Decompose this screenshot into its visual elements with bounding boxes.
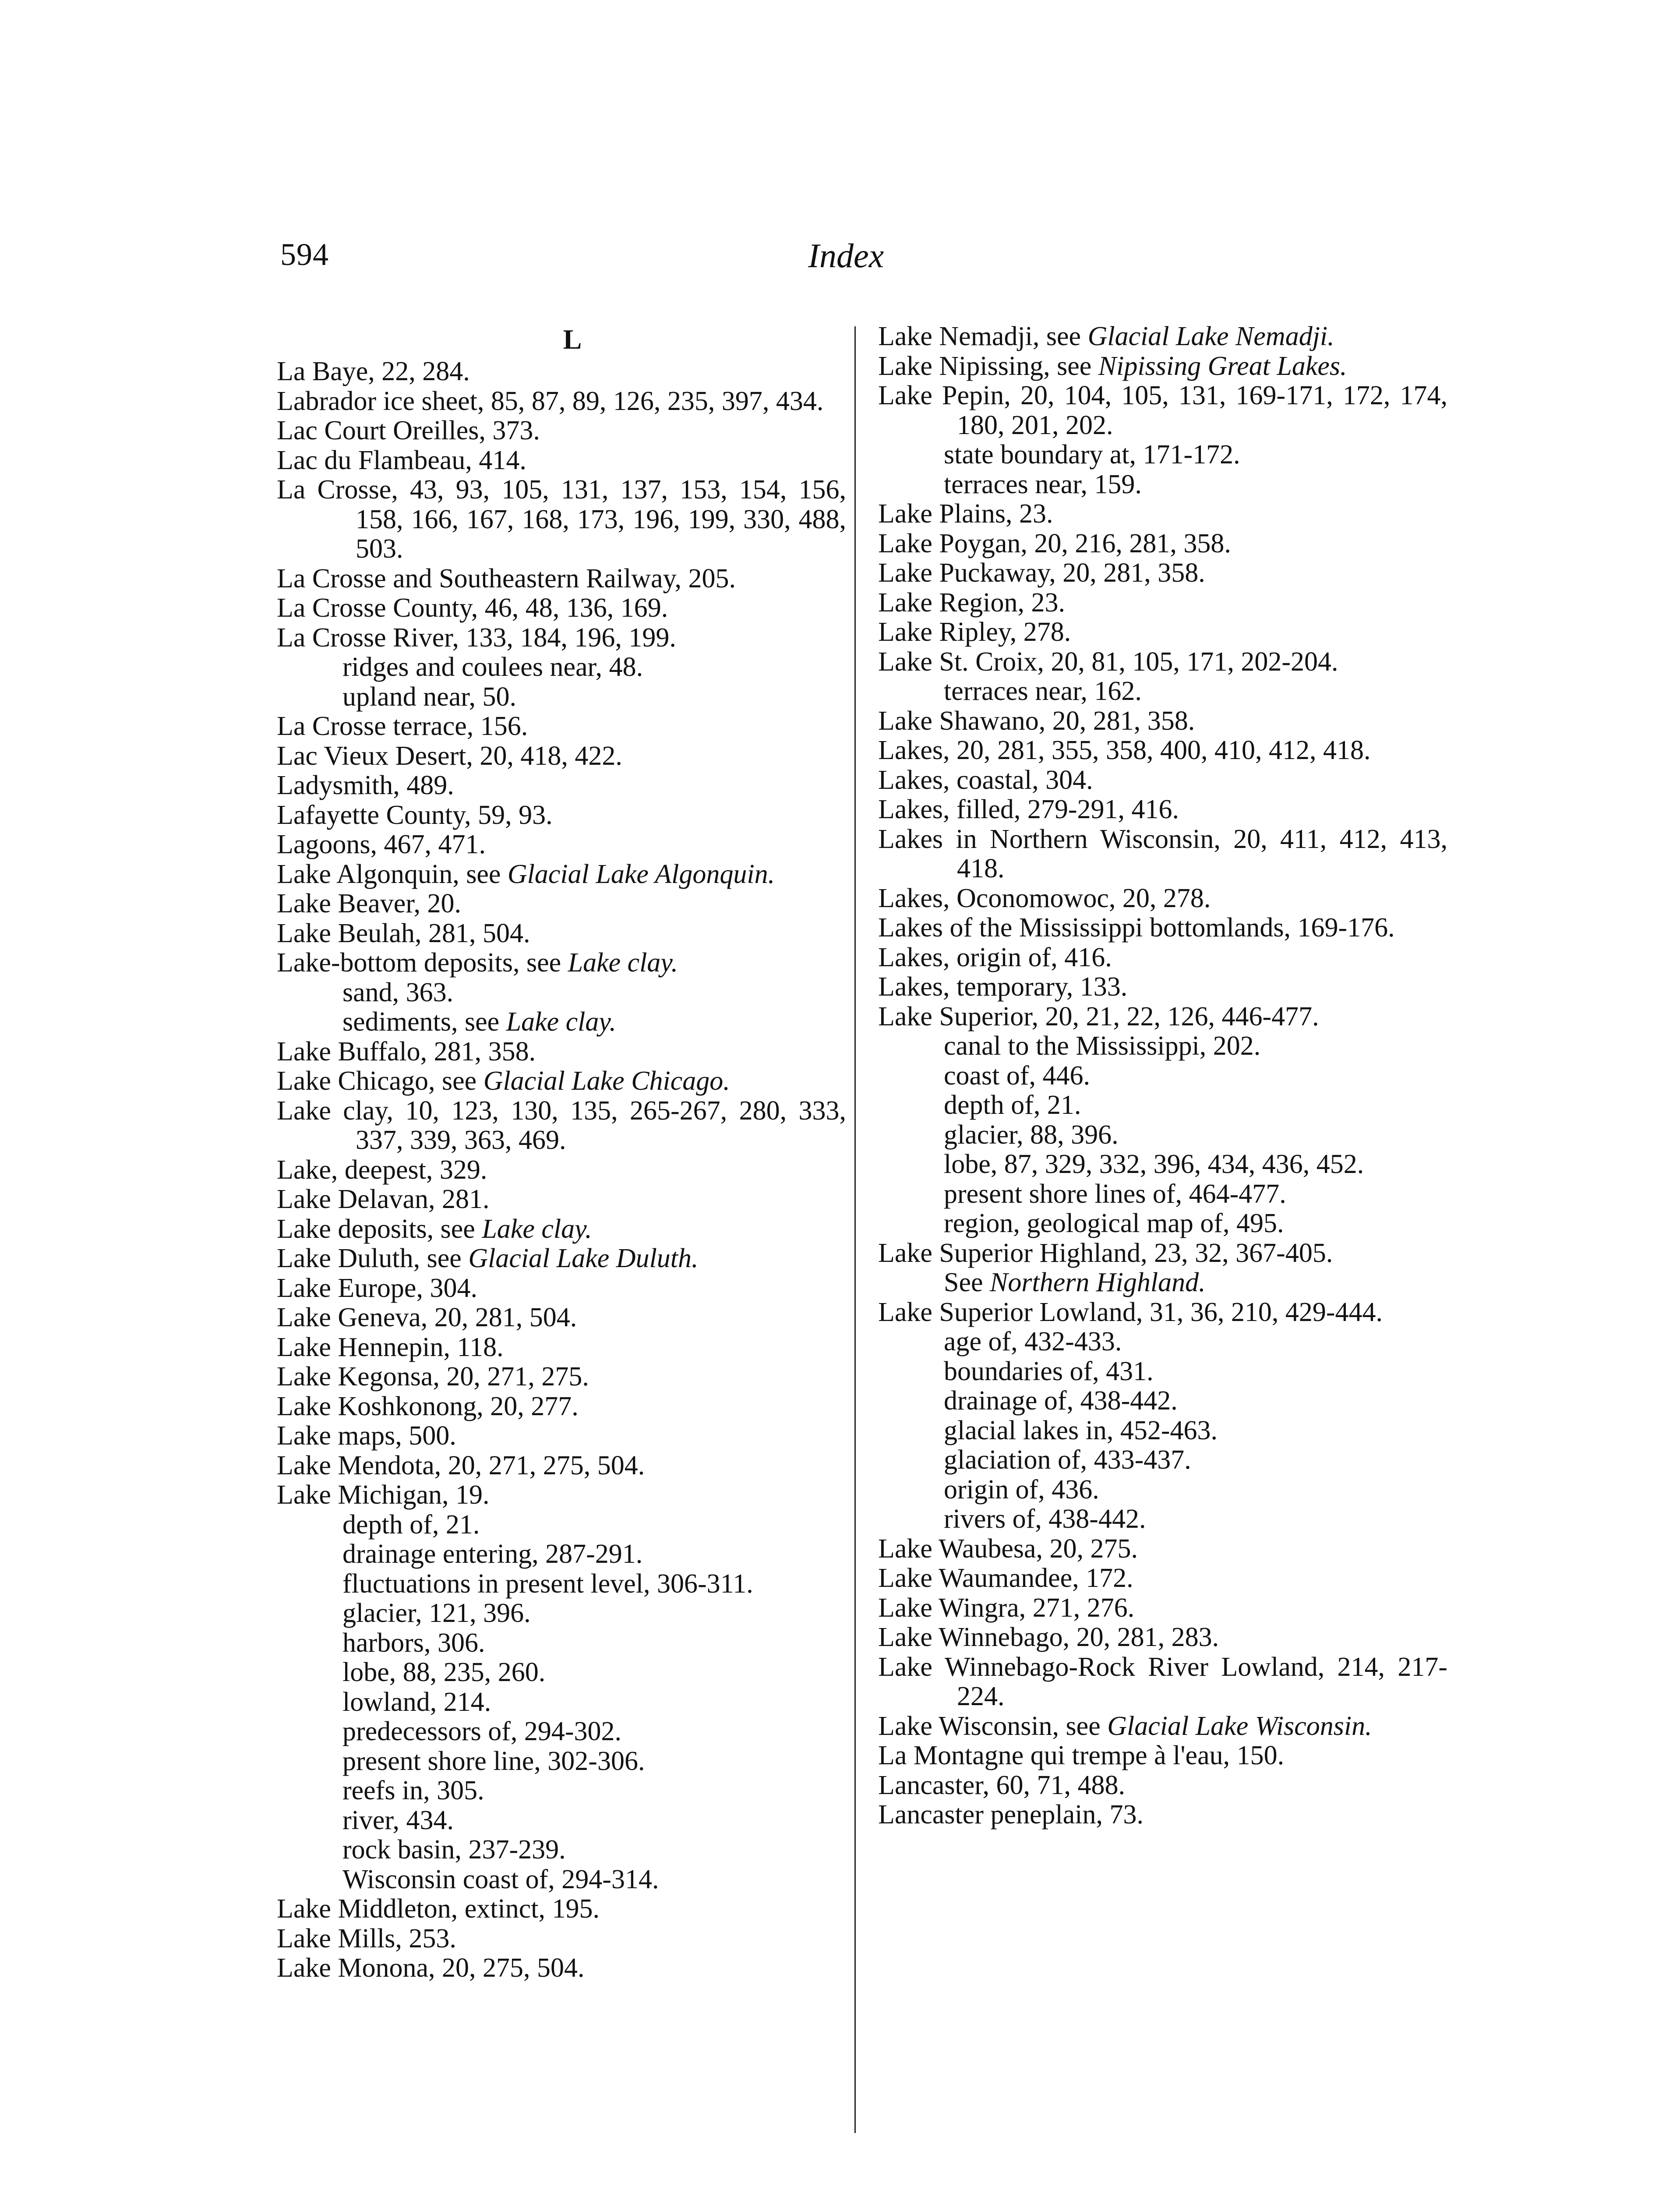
entry-text: Lake Geneva, 20, 281, 504. bbox=[277, 1303, 577, 1332]
index-subentry bbox=[878, 1445, 1447, 1475]
index-entry bbox=[277, 1924, 846, 1954]
entry-text: Lac du Flambeau, 414. bbox=[277, 445, 526, 475]
index-entry bbox=[878, 618, 1447, 647]
entry-text: depth of, 21. bbox=[944, 1090, 1081, 1120]
entry-text: Lake Waubesa, 20, 275. bbox=[878, 1533, 1138, 1564]
index-subentry bbox=[277, 653, 846, 682]
index-entry bbox=[878, 913, 1447, 943]
entry-text: Lakes of the Mississippi bottomlands, 169-176. bbox=[878, 913, 1395, 943]
entry-text: Lake Delavan, 281. bbox=[277, 1184, 490, 1214]
entry-text: Lake maps, 500. bbox=[277, 1421, 456, 1451]
entry-text: Lake St. Croix, 20, 81, 105, 171, 202-204. bbox=[878, 646, 1338, 677]
left-entries-list bbox=[277, 357, 846, 1983]
index-subentry bbox=[277, 1717, 846, 1747]
entry-text: La Crosse County, 46, 48, 136, 169. bbox=[277, 593, 668, 623]
index-entry bbox=[277, 623, 846, 653]
entry-text: Lake Puckaway, 20, 281, 358. bbox=[878, 558, 1205, 588]
index-entry bbox=[878, 972, 1447, 1002]
entry-text: Lake Ripley, 278. bbox=[878, 617, 1071, 647]
entry-text: Lake Hennepin, 118. bbox=[277, 1332, 504, 1362]
entry-text: Lake Koshkonong, 20, 277. bbox=[277, 1391, 579, 1421]
index-entry bbox=[277, 1155, 846, 1185]
entry-text: Lake Waumandee, 172. bbox=[878, 1563, 1133, 1593]
index-subentry bbox=[878, 1416, 1447, 1446]
index-subentry bbox=[878, 1357, 1447, 1387]
entry-text: harbors, 306. bbox=[342, 1628, 485, 1658]
entry-text: Lake, deepest, 329. bbox=[277, 1155, 487, 1185]
index-entry bbox=[878, 706, 1447, 736]
index-entry bbox=[277, 712, 846, 742]
entry-text: Lake Michigan, 19. bbox=[277, 1480, 490, 1510]
entry-text: Lake Mills, 253. bbox=[277, 1923, 456, 1953]
index-entry bbox=[878, 499, 1447, 529]
entry-text: sediments, see bbox=[342, 1007, 506, 1037]
entry-text: La Crosse and Southeastern Railway, 205. bbox=[277, 563, 736, 593]
entry-text: Lakes, coastal, 304. bbox=[878, 765, 1093, 795]
index-entry bbox=[277, 357, 846, 387]
entry-text: Lake Wingra, 271, 276. bbox=[878, 1593, 1135, 1623]
index-subentry bbox=[277, 1599, 846, 1628]
cross-reference: Glacial Lake Wisconsin. bbox=[1107, 1711, 1372, 1741]
index-entry bbox=[878, 352, 1447, 381]
index-entry bbox=[277, 1067, 846, 1096]
entry-text: predecessors of, 294-302. bbox=[342, 1717, 622, 1746]
entry-text: depth of, 21. bbox=[342, 1509, 480, 1540]
entry-text: Lake Region, 23. bbox=[878, 587, 1066, 618]
entry-text: canal to the Mississippi, 202. bbox=[944, 1031, 1261, 1061]
index-subentry bbox=[277, 1747, 846, 1777]
entry-text: Lake Duluth, see bbox=[277, 1243, 469, 1273]
entry-text: Lake Superior Lowland, 31, 36, 210, 429-444. bbox=[878, 1297, 1383, 1327]
index-subentry bbox=[878, 1327, 1447, 1357]
entry-text: present shore line, 302-306. bbox=[342, 1746, 645, 1776]
index-subentry bbox=[277, 1835, 846, 1865]
entry-text: Lake Nipissing, see bbox=[878, 351, 1098, 381]
entry-text: Lake Pepin, 20, 104, 105, 131, 169-171, 172, 174, 180, 201, 202. bbox=[878, 381, 1447, 440]
index-entry bbox=[277, 1451, 846, 1481]
index-entry bbox=[878, 1712, 1447, 1741]
index-entry bbox=[277, 475, 846, 564]
index-entry bbox=[878, 381, 1447, 440]
index-entry bbox=[277, 1303, 846, 1333]
entry-text: La Crosse River, 133, 184, 196, 199. bbox=[277, 622, 676, 653]
index-entry bbox=[277, 1244, 846, 1274]
index-subentry bbox=[277, 1806, 846, 1836]
cross-reference: Glacial Lake Chicago. bbox=[483, 1066, 730, 1096]
entry-text: Lafayette County, 59, 93. bbox=[277, 800, 553, 830]
entry-text: boundaries of, 431. bbox=[944, 1356, 1154, 1386]
index-entry bbox=[277, 742, 846, 771]
entry-text: Lancaster, 60, 71, 488. bbox=[878, 1770, 1125, 1800]
index-entry bbox=[277, 387, 846, 417]
index-subentry bbox=[878, 1031, 1447, 1061]
index-subentry bbox=[878, 1268, 1447, 1298]
entry-text: river, 434. bbox=[342, 1805, 454, 1835]
index-entry bbox=[277, 1215, 846, 1244]
entry-text: Lake Buffalo, 281, 358. bbox=[277, 1036, 536, 1067]
cross-reference: Glacial Lake Duluth. bbox=[468, 1243, 699, 1273]
entry-text: upland near, 50. bbox=[342, 682, 516, 712]
entry-text: Lagoons, 467, 471. bbox=[277, 830, 486, 859]
index-entry bbox=[277, 830, 846, 860]
entry-text: See bbox=[944, 1268, 990, 1297]
cross-reference: Glacial Lake Algonquin. bbox=[507, 859, 775, 889]
index-subentry bbox=[277, 682, 846, 712]
index-subentry bbox=[878, 470, 1447, 500]
index-subentry bbox=[878, 440, 1447, 470]
cross-reference: Lake clay. bbox=[568, 948, 678, 978]
right-entries-list bbox=[878, 322, 1447, 1830]
entry-text: La Baye, 22, 284. bbox=[277, 357, 470, 386]
entry-text: glacial lakes in, 452-463. bbox=[944, 1415, 1218, 1445]
entry-text: rivers of, 438-442. bbox=[944, 1504, 1146, 1534]
entry-text: Lake Winnebago, 20, 281, 283. bbox=[878, 1622, 1219, 1652]
index-entry bbox=[277, 1421, 846, 1451]
index-subentry bbox=[878, 677, 1447, 706]
index-entry bbox=[277, 801, 846, 830]
entry-text: Lake-bottom deposits, see bbox=[277, 948, 568, 978]
cross-reference: Lake clay. bbox=[482, 1214, 592, 1244]
entry-text: rock basin, 237-239. bbox=[342, 1835, 566, 1865]
entry-text: Lakes, origin of, 416. bbox=[878, 942, 1112, 972]
entry-text: Wisconsin coast of, 294-314. bbox=[342, 1864, 659, 1894]
entry-text: Lake Poygan, 20, 216, 281, 358. bbox=[878, 528, 1231, 558]
index-subentry bbox=[277, 1569, 846, 1599]
cross-reference: Lake clay. bbox=[506, 1007, 617, 1037]
index-entry bbox=[277, 1480, 846, 1510]
entry-text: lobe, 87, 329, 332, 396, 434, 436, 452. bbox=[944, 1149, 1364, 1179]
entry-text: Lake Shawano, 20, 281, 358. bbox=[878, 706, 1195, 736]
index-entry bbox=[878, 1741, 1447, 1771]
index-entry bbox=[277, 860, 846, 890]
entry-text: region, geological map of, 495. bbox=[944, 1208, 1284, 1238]
index-entry bbox=[878, 1564, 1447, 1593]
index-entry bbox=[878, 529, 1447, 559]
index-subentry bbox=[878, 1120, 1447, 1150]
entry-text: Lakes, 20, 281, 355, 358, 400, 410, 412, 418. bbox=[878, 735, 1371, 765]
index-subentry bbox=[277, 1776, 846, 1806]
index-entry bbox=[277, 446, 846, 476]
entry-text: present shore lines of, 464-477. bbox=[944, 1179, 1286, 1209]
entry-text: drainage entering, 287-291. bbox=[342, 1539, 643, 1569]
index-entry bbox=[878, 1593, 1447, 1623]
column-divider bbox=[854, 326, 856, 2133]
entry-text: La Montagne qui trempe à l'eau, 150. bbox=[878, 1741, 1285, 1770]
index-entry bbox=[878, 736, 1447, 766]
index-entry bbox=[277, 1894, 846, 1924]
index-entry bbox=[878, 1623, 1447, 1653]
entry-text: Lake Kegonsa, 20, 271, 275. bbox=[277, 1362, 589, 1392]
running-head: Index bbox=[808, 237, 884, 275]
index-entry bbox=[277, 889, 846, 919]
index-entry bbox=[277, 1953, 846, 1983]
index-entry bbox=[878, 766, 1447, 795]
index-subentry bbox=[878, 1475, 1447, 1505]
index-entry bbox=[878, 558, 1447, 588]
index-entry bbox=[878, 1534, 1447, 1564]
entry-text: sand, 363. bbox=[342, 977, 454, 1007]
entry-text: Lake Beulah, 281, 504. bbox=[277, 918, 530, 948]
entry-text: ridges and coulees near, 48. bbox=[342, 652, 643, 682]
entry-text: drainage of, 438-442. bbox=[944, 1386, 1178, 1416]
index-entry bbox=[277, 948, 846, 978]
entry-text: Lakes, Oconomowoc, 20, 278. bbox=[878, 883, 1211, 913]
cross-reference: Northern Highland. bbox=[990, 1268, 1206, 1297]
index-entry bbox=[878, 647, 1447, 677]
entry-text: Lake Nemadji, see bbox=[878, 321, 1088, 351]
entry-text: La Crosse terrace, 156. bbox=[277, 711, 528, 741]
index-entry bbox=[878, 1239, 1447, 1268]
index-entry bbox=[878, 1800, 1447, 1830]
index-entry bbox=[878, 1771, 1447, 1801]
entry-text: Lake deposits, see bbox=[277, 1214, 482, 1244]
entry-text: Lake Wisconsin, see bbox=[878, 1711, 1108, 1741]
entry-text: Lakes in Northern Wisconsin, 20, 411, 412, 413, 418. bbox=[878, 824, 1447, 883]
index-entry bbox=[878, 1298, 1447, 1328]
cross-reference: Glacial Lake Nemadji. bbox=[1087, 321, 1334, 351]
entry-text: lowland, 214. bbox=[342, 1687, 491, 1717]
index-entry bbox=[277, 771, 846, 801]
index-subentry bbox=[878, 1209, 1447, 1239]
entry-text: Lake clay, 10, 123, 130, 135, 265-267, 280, 333, 337, 339, 363, 469. bbox=[277, 1095, 846, 1155]
index-entry bbox=[277, 1274, 846, 1303]
index-entry bbox=[878, 322, 1447, 352]
index-entry bbox=[878, 1002, 1447, 1032]
entry-text: Lake Europe, 304. bbox=[277, 1273, 477, 1303]
entry-text: Lake Beaver, 20. bbox=[277, 889, 461, 918]
entry-text: Lake Winnebago-Rock River Lowland, 214, 217-224. bbox=[878, 1652, 1447, 1711]
index-entry bbox=[277, 1333, 846, 1363]
index-subentry bbox=[878, 1505, 1447, 1534]
index-entry bbox=[277, 416, 846, 446]
entry-text: state boundary at, 171-172. bbox=[944, 440, 1240, 470]
index-entry bbox=[878, 1653, 1447, 1712]
entry-text: Ladysmith, 489. bbox=[277, 770, 454, 800]
entry-text: reefs in, 305. bbox=[342, 1776, 484, 1805]
index-subentry bbox=[878, 1150, 1447, 1180]
entry-text: glacier, 121, 396. bbox=[342, 1598, 531, 1628]
page-number: 594 bbox=[280, 237, 329, 272]
entry-text: Lakes, temporary, 133. bbox=[878, 972, 1128, 1002]
entry-text: Lancaster peneplain, 73. bbox=[878, 1800, 1144, 1830]
index-entry bbox=[277, 1096, 846, 1155]
index-entry bbox=[277, 1392, 846, 1422]
entry-text: terraces near, 162. bbox=[944, 676, 1142, 706]
index-entry bbox=[878, 943, 1447, 973]
index-subentry bbox=[277, 1540, 846, 1569]
entry-text: La Crosse, 43, 93, 105, 131, 137, 153, 154, 156, 158, 166, 167, 168, 173, 196, 199, 330, 488, 503. bbox=[277, 475, 846, 564]
entry-text: Lake Algonquin, see bbox=[277, 859, 508, 889]
index-entry bbox=[878, 825, 1447, 884]
entry-text: age of, 432-433. bbox=[944, 1327, 1122, 1356]
index-subentry bbox=[878, 1091, 1447, 1120]
index-entry bbox=[277, 564, 846, 594]
entry-text: Lake Middleton, extinct, 195. bbox=[277, 1894, 600, 1924]
index-subentry bbox=[277, 1007, 846, 1037]
entry-text: Lake Chicago, see bbox=[277, 1066, 484, 1096]
entry-text: coast of, 446. bbox=[944, 1060, 1091, 1091]
index-column-right bbox=[878, 322, 1447, 1830]
index-entry bbox=[277, 1362, 846, 1392]
index-entry bbox=[878, 884, 1447, 914]
entry-text: Lake Monona, 20, 275, 504. bbox=[277, 1953, 585, 1983]
index-entry bbox=[878, 588, 1447, 618]
entry-text: Lac Vieux Desert, 20, 418, 422. bbox=[277, 741, 622, 771]
entry-text: Labrador ice sheet, 85, 87, 89, 126, 235, 397, 434. bbox=[277, 386, 824, 416]
entry-text: terraces near, 159. bbox=[944, 469, 1142, 499]
cross-reference: Nipissing Great Lakes. bbox=[1098, 351, 1347, 381]
entry-text: Lake Superior, 20, 21, 22, 126, 446-477. bbox=[878, 1001, 1319, 1031]
entry-text: Lake Plains, 23. bbox=[878, 499, 1053, 529]
entry-text: Lac Court Oreilles, 373. bbox=[277, 416, 540, 445]
index-subentry bbox=[878, 1061, 1447, 1091]
index-subentry bbox=[277, 1628, 846, 1658]
entry-text: glacier, 88, 396. bbox=[944, 1120, 1119, 1150]
entry-text: fluctuations in present level, 306-311. bbox=[342, 1568, 753, 1599]
entry-text: Lake Superior Highland, 23, 32, 367-405. bbox=[878, 1238, 1333, 1268]
entry-text: origin of, 436. bbox=[944, 1474, 1099, 1505]
index-subentry bbox=[878, 1386, 1447, 1416]
entry-text: glaciation of, 433-437. bbox=[944, 1445, 1191, 1475]
entry-text: lobe, 88, 235, 260. bbox=[342, 1657, 546, 1687]
index-subentry bbox=[277, 1865, 846, 1895]
entry-text: Lake Mendota, 20, 271, 275, 504. bbox=[277, 1450, 645, 1480]
index-entry bbox=[277, 593, 846, 623]
index-subentry bbox=[277, 1510, 846, 1540]
index-subentry bbox=[277, 1658, 846, 1688]
entry-text: Lakes, filled, 279-291, 416. bbox=[878, 795, 1179, 824]
index-subentry bbox=[878, 1180, 1447, 1209]
index-subentry bbox=[277, 978, 846, 1008]
index-column-left bbox=[277, 322, 846, 1983]
index-entry bbox=[277, 1185, 846, 1215]
index-subentry bbox=[277, 1688, 846, 1717]
index-entry bbox=[878, 795, 1447, 825]
index-entry bbox=[277, 919, 846, 949]
index-entry bbox=[277, 1037, 846, 1067]
section-letter: L bbox=[563, 324, 582, 355]
